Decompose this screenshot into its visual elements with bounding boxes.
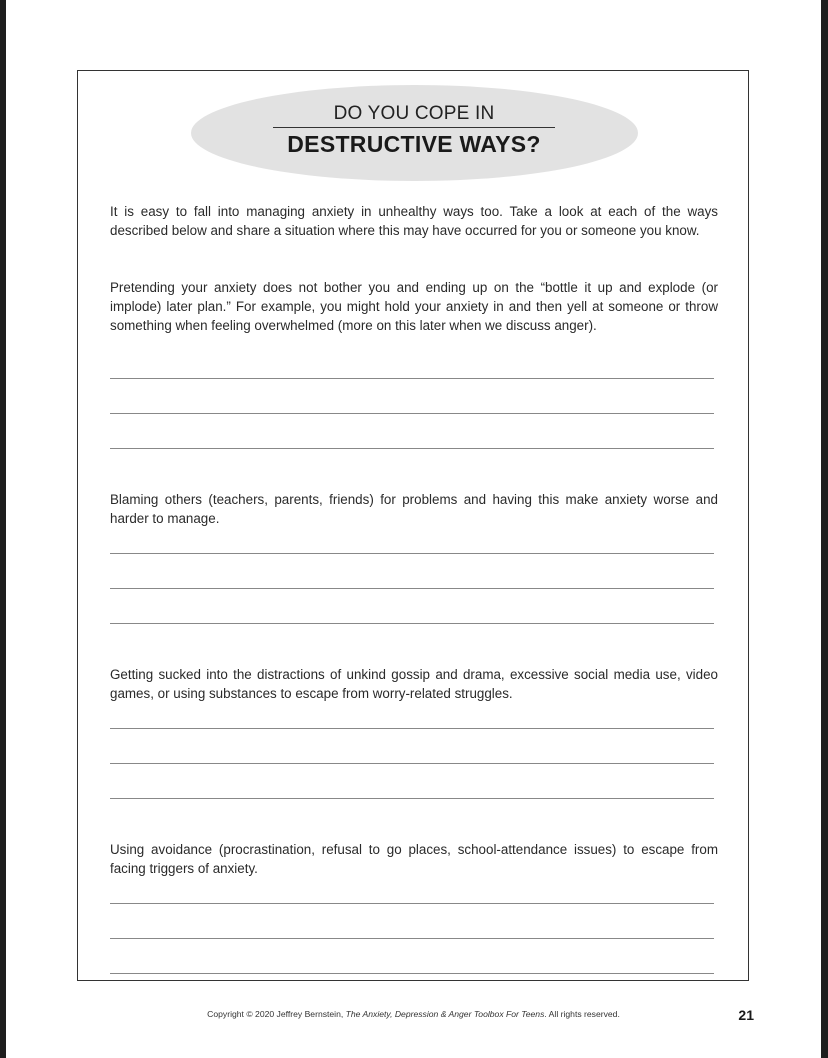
title-line-1: DO YOU COPE IN — [333, 103, 495, 124]
prompt-1-answer-line-2[interactable] — [110, 413, 714, 414]
prompt-2-text: Blaming others (teachers, parents, friends) for problems and having this make anxiety worse and harder to manage. — [110, 492, 718, 526]
book-title: The Anxiety, Depression & Anger Toolbox For Teens — [345, 1009, 545, 1019]
prompt-1-text: Pretending your anxiety does not bother you and ending up on the “bottle it up and explode (or implode) later plan.” For example, you might hold your anxiety in and then yell at someone or throw something when feeling overwhelmed (more on this later when we discuss anger). — [110, 280, 718, 333]
prompt-3-answer-line-1[interactable] — [110, 728, 714, 729]
prompt-2-answer-line-3[interactable] — [110, 623, 714, 624]
prompt-4-text: Using avoidance (procrastination, refusal to go places, school-attendance issues) to escape from facing triggers of anxiety. — [110, 842, 718, 876]
prompt-4-answer-line-2[interactable] — [110, 938, 714, 939]
copyright-footer — [6, 1009, 821, 1019]
prompt-1-answer-line-1[interactable] — [110, 378, 714, 379]
prompt-2-answer-line-1[interactable] — [110, 553, 714, 554]
worksheet-page — [6, 0, 821, 1058]
prompt-1-answer-line-3[interactable] — [110, 448, 714, 449]
prompt-3-answer-line-2[interactable] — [110, 763, 714, 764]
copyright-prefix: Copyright © 2020 Jeffrey Bernstein, — [207, 1009, 346, 1019]
prompt-4-answer-line-3[interactable] — [110, 973, 714, 974]
copyright-suffix: . All rights reserved. — [544, 1009, 620, 1019]
prompt-3-text: Getting sucked into the distractions of unkind gossip and drama, excessive social media use, video games, or using substances to escape from worry-related struggles. — [110, 667, 718, 701]
title-divider — [273, 127, 555, 128]
prompt-3-answer-line-3[interactable] — [110, 798, 714, 799]
intro-paragraph: It is easy to fall into managing anxiety in unhealthy ways too. Take a look at each of the ways described below and share a situation where this may have occurred for you or someone you know. — [110, 204, 718, 238]
prompt-4-answer-line-1[interactable] — [110, 903, 714, 904]
prompt-2-answer-line-2[interactable] — [110, 588, 714, 589]
page-number: 21 — [738, 1007, 754, 1023]
page-title: DESTRUCTIVE WAYS? — [287, 131, 541, 157]
worksheet-frame — [77, 70, 749, 981]
